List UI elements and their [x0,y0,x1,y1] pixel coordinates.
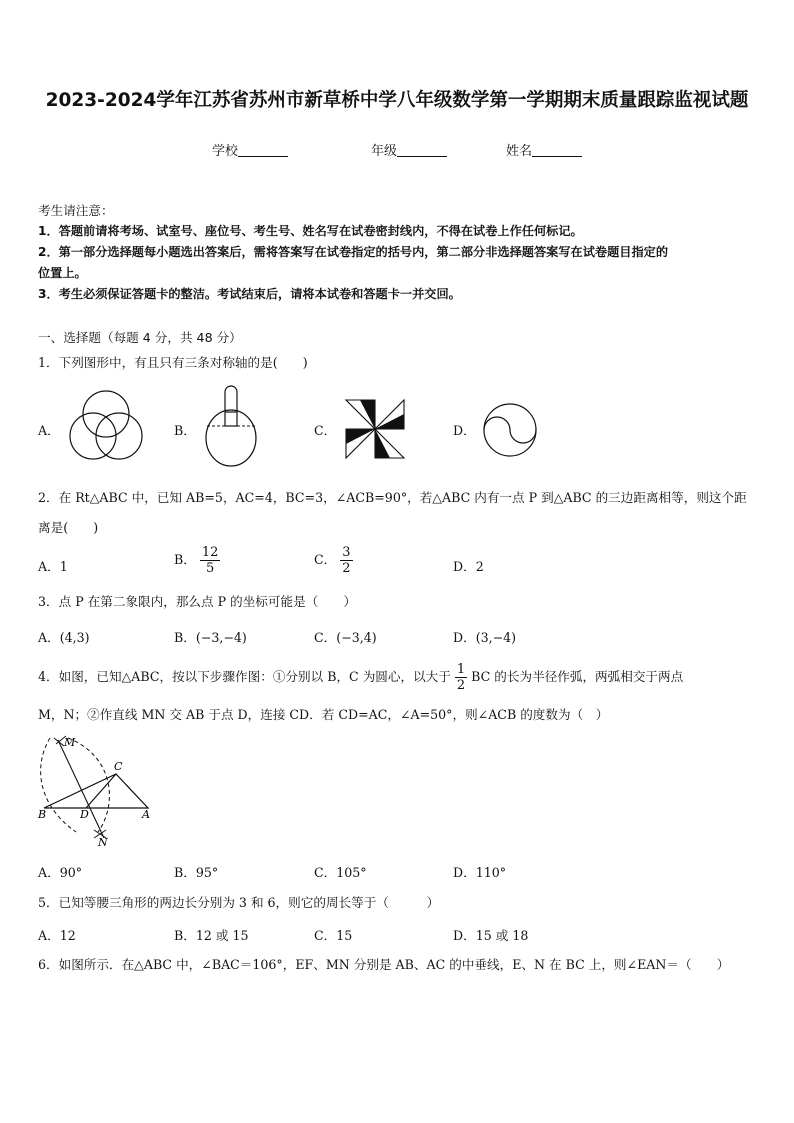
q1-stem: 1．下列图形中，有且只有三条对称轴的是( ) [38,355,308,370]
fraction-denominator: 2 [342,561,351,576]
grade-blank [397,144,447,157]
q3-option-c: C．(−3,4) [314,630,377,645]
point-label-m: M [64,736,76,749]
pinwheel-icon [344,398,406,460]
ping-pong-paddle-icon [204,384,264,468]
q4-stem [38,662,683,693]
q4-option-d: D．110° [453,865,507,880]
q5-option-b: B．12 或 15 [174,928,249,943]
q3-stem: 3．点 P 在第二象限内，那么点 P 的坐标可能是（ ） [38,594,357,609]
q2-option-a: A．1 [38,559,68,574]
q5-stem: 5．已知等腰三角形的两边长分别为 3 和 6，则它的周长等于（ ） [38,895,440,910]
q4-construction-figure [36,734,166,849]
yin-yang-icon [482,402,538,458]
grade-field [371,140,447,159]
section-heading: 一、选择题（每题 4 分，共 48 分） [38,330,242,345]
notice-item-2: 2．第一部分选择题每小题选出答案后，需将答案写在试卷指定的括号内，第二部分非选择题答案写在试卷题目指定的 [38,245,669,259]
q2-option-b-label: B． [174,552,196,567]
q2-option-c [314,545,353,576]
q2-option-d: D．2 [453,559,484,574]
q2-stem: 2．在 Rt△ABC 中，已知 AB=5，AC=4，BC=3，∠ACB=90°，若△ABC 内有一点 P 到△ABC 的三边距离相等，则这个距 [38,490,747,505]
fraction-numerator: 12 [201,545,219,560]
page-title: 2023-2024学年江苏省苏州市新草桥中学八年级数学第一学期期末质量跟踪监视试题 [45,90,749,111]
q2-stem-cont: 离是( ) [38,520,99,535]
q1-option-b-label: B． [174,423,196,438]
grade-label: 年级 [371,144,398,159]
q4-option-b: B．95° [174,865,219,880]
q3-option-b: B．(−3,−4) [174,630,247,645]
q1-option-a-label: A． [38,423,60,438]
name-field [506,140,582,159]
q4-half-fraction [455,662,467,693]
point-label-c: C [114,760,123,773]
school-label: 学校 [212,144,239,159]
q2-option-b-fraction [200,545,221,576]
three-circles-icon [68,390,144,462]
school-blank [238,144,288,157]
name-label: 姓名 [506,144,533,159]
q1-option-d-label: D． [453,423,476,438]
q4-option-a: A．90° [38,865,83,880]
notice-item-3: 3．考生必须保证答题卡的整洁。考试结束后，请将本试卷和答题卡一并交回。 [38,287,461,301]
point-label-d: D [80,808,89,821]
q4-option-c: C．105° [314,865,367,880]
q3-option-a: A．(4,3) [38,630,90,645]
q1-option-c-label: C． [314,423,337,438]
q4-stem-cont: M，N；②作直线 MN 交 AB 于点 D，连接 CD．若 CD=AC，∠A=50°，则∠ACB 的度数为（ ） [38,707,609,722]
fraction-denominator: 2 [456,678,466,693]
notice-item-1: 1．答题前请将考场、试室号、座位号、考生号、姓名写在试卷密封线内，不得在试卷上作任何标记。 [38,224,583,238]
q3-option-d: D．(3,−4) [453,630,517,645]
point-label-n: N [98,836,108,849]
q5-option-a: A．12 [38,928,76,943]
name-blank [532,144,582,157]
q5-option-d: D．15 或 18 [453,928,529,943]
fraction-numerator: 1 [456,662,466,677]
notice-item-2-cont: 位置上。 [38,266,87,280]
q6-stem: 6．如图所示．在△ABC 中，∠BAC＝106°，EF、MN 分别是 AB、AC 的中垂线，E、N 在 BC 上，则∠EAN＝（ ） [38,957,730,972]
q2-option-b [174,545,220,576]
q4-stem-part-1: 4．如图，已知△ABC，按以下步骤作图：①分别以 B，C 为圆心，以大于 [38,669,451,684]
q2-option-c-label: C． [314,552,337,567]
fraction-denominator: 5 [206,561,215,576]
fraction-numerator: 3 [342,545,351,560]
q2-option-c-fraction [340,545,352,576]
point-label-a: A [142,808,150,821]
school-field [212,140,288,159]
notice-heading: 考生请注意： [38,203,114,218]
point-label-b: B [38,808,47,821]
q4-stem-part-2: BC 的长为半径作弧，两弧相交于两点 [471,669,684,684]
q5-option-c: C．15 [314,928,353,943]
